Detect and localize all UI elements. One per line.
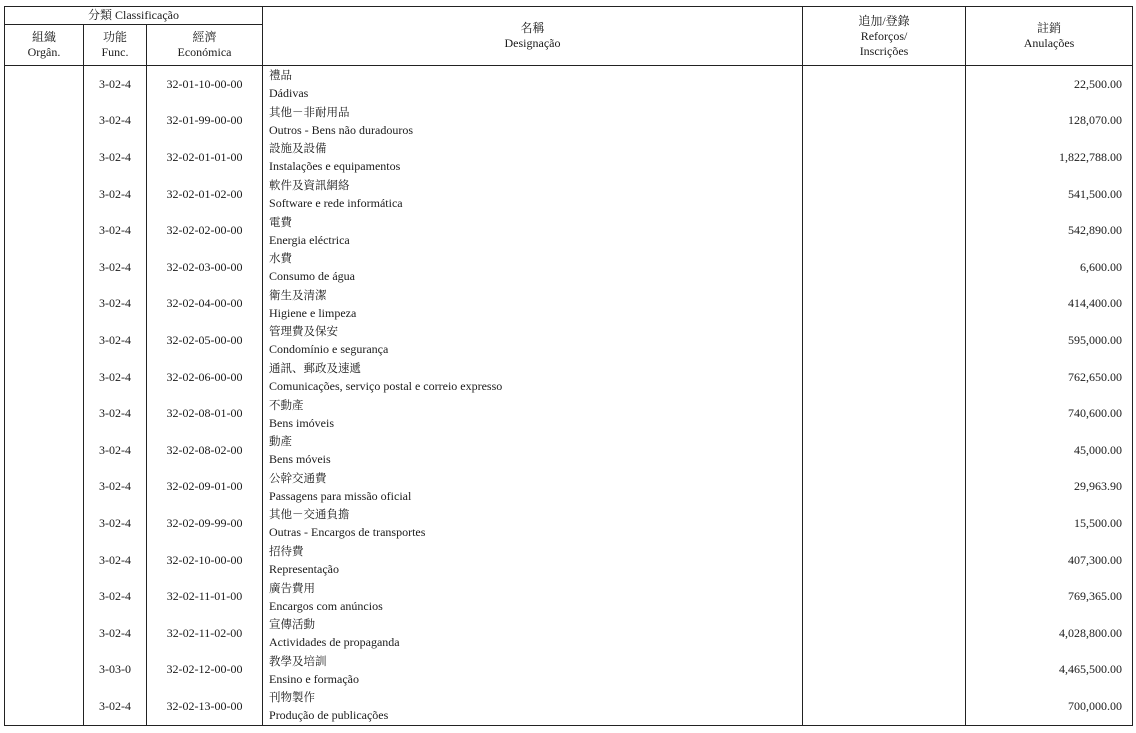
reinforcements-cell	[803, 212, 966, 249]
table-row	[5, 469, 1133, 506]
designation-cell	[263, 505, 803, 542]
designation-zh: 教學及培訓	[269, 653, 327, 668]
organic-cell	[5, 505, 84, 542]
organic-cell	[5, 249, 84, 286]
functional-code-cell: 3-02-4	[84, 66, 147, 103]
table-row	[5, 652, 1133, 689]
functional-header-zh: 功能	[102, 30, 127, 44]
designation-cell	[263, 66, 803, 103]
table-row	[5, 578, 1133, 615]
designation-pt: Actividades de propaganda	[269, 635, 400, 650]
designation-pt: Condomínio e segurança	[269, 342, 389, 357]
organic-cell	[5, 286, 84, 323]
economic-code-cell: 32-02-06-00-00	[147, 359, 263, 396]
designation-pt: Dádivas	[269, 86, 309, 101]
economic-code-cell: 32-02-10-00-00	[147, 542, 263, 579]
designation-zh: 其他－非耐用品	[269, 104, 350, 119]
reinforcements-cell	[803, 432, 966, 469]
designation-zh: 動產	[269, 434, 293, 449]
reinforcements-cell	[803, 542, 966, 579]
designation-pt: Produção de publicações	[269, 708, 389, 723]
designation-cell	[263, 249, 803, 286]
organic-cell	[5, 615, 84, 652]
economic-code-cell: 32-02-09-99-00	[147, 505, 263, 542]
table-row	[5, 359, 1133, 396]
reinforcements-header	[803, 7, 966, 66]
annulments-header-zh: 註銷	[1037, 21, 1062, 35]
table-row	[5, 505, 1133, 542]
functional-code-cell: 3-02-4	[84, 688, 147, 725]
annulment-amount-cell: 6,600.00	[966, 249, 1133, 286]
annulment-amount-cell: 22,500.00	[966, 66, 1133, 103]
designation-cell	[263, 103, 803, 140]
functional-code-cell: 3-02-4	[84, 505, 147, 542]
organic-cell	[5, 432, 84, 469]
organic-cell	[5, 395, 84, 432]
designation-cell	[263, 688, 803, 725]
designation-zh: 不動產	[269, 397, 304, 412]
designation-cell	[263, 578, 803, 615]
designation-pt: Outros - Bens não duradouros	[269, 122, 413, 137]
economic-code-cell: 32-02-13-00-00	[147, 688, 263, 725]
organic-cell	[5, 103, 84, 140]
annulments-header-pt: Anulações	[1023, 36, 1075, 50]
organic-header-pt: Orgân.	[27, 45, 61, 59]
designation-header	[263, 7, 803, 66]
annulment-amount-cell: 29,963.90	[966, 469, 1133, 506]
reinforcements-cell	[803, 688, 966, 725]
annulment-amount-cell: 762,650.00	[966, 359, 1133, 396]
organic-cell	[5, 322, 84, 359]
designation-cell	[263, 432, 803, 469]
economic-code-cell: 32-02-05-00-00	[147, 322, 263, 359]
organic-cell	[5, 139, 84, 176]
designation-cell	[263, 395, 803, 432]
designation-cell	[263, 212, 803, 249]
functional-code-cell: 3-02-4	[84, 578, 147, 615]
functional-code-cell: 3-02-4	[84, 249, 147, 286]
designation-cell	[263, 542, 803, 579]
organic-cell	[5, 176, 84, 213]
annulment-amount-cell: 45,000.00	[966, 432, 1133, 469]
designation-cell	[263, 615, 803, 652]
designation-zh: 禮品	[269, 68, 293, 83]
table-row	[5, 103, 1133, 140]
annulments-header	[966, 7, 1133, 66]
table-row	[5, 322, 1133, 359]
designation-pt: Ensino e formação	[269, 671, 359, 686]
designation-zh: 設施及設備	[269, 141, 327, 156]
designation-zh: 其他－交通負擔	[269, 507, 350, 522]
reinforcements-cell	[803, 322, 966, 359]
economic-code-cell: 32-02-11-02-00	[147, 615, 263, 652]
economic-code-cell: 32-02-02-00-00	[147, 212, 263, 249]
designation-pt: Software e rede informática	[269, 196, 403, 211]
designation-header-pt: Designação	[504, 36, 561, 50]
organic-cell	[5, 212, 84, 249]
designation-zh: 廣告費用	[269, 580, 316, 595]
functional-code-cell: 3-02-4	[84, 176, 147, 213]
reinforcements-cell	[803, 139, 966, 176]
designation-zh: 宣傳活動	[269, 617, 316, 632]
functional-code-cell: 3-02-4	[84, 395, 147, 432]
designation-pt: Encargos com anúncios	[269, 598, 383, 613]
budget-rows	[5, 66, 1133, 726]
designation-header-zh: 名稱	[520, 21, 545, 35]
annulment-amount-cell: 407,300.00	[966, 542, 1133, 579]
table-row	[5, 432, 1133, 469]
table-row	[5, 66, 1133, 103]
economic-header-zh: 經濟	[192, 30, 217, 44]
reinforcements-header-zh: 追加/登錄	[858, 13, 910, 28]
table-row	[5, 395, 1133, 432]
designation-zh: 衛生及清潔	[269, 287, 327, 302]
designation-cell	[263, 469, 803, 506]
functional-code-cell: 3-02-4	[84, 286, 147, 323]
designation-zh: 軟件及資訊網絡	[269, 178, 350, 193]
organic-cell	[5, 688, 84, 725]
designation-pt: Representação	[269, 562, 339, 577]
economic-code-cell: 32-02-09-01-00	[147, 469, 263, 506]
organic-cell	[5, 542, 84, 579]
economic-code-cell: 32-02-01-01-00	[147, 139, 263, 176]
functional-header-pt: Func.	[101, 45, 129, 59]
economic-code-cell: 32-02-08-01-00	[147, 395, 263, 432]
annulment-amount-cell: 700,000.00	[966, 688, 1133, 725]
organic-header-zh: 組織	[31, 30, 56, 44]
table-row	[5, 249, 1133, 286]
designation-pt: Bens móveis	[269, 452, 331, 467]
organic-cell	[5, 469, 84, 506]
reinforcements-cell	[803, 66, 966, 103]
annulment-amount-cell: 542,890.00	[966, 212, 1133, 249]
organic-cell	[5, 66, 84, 103]
table-row	[5, 176, 1133, 213]
economic-code-cell: 32-02-12-00-00	[147, 652, 263, 689]
functional-code-cell: 3-02-4	[84, 103, 147, 140]
annulment-amount-cell: 740,600.00	[966, 395, 1133, 432]
annulment-amount-cell: 4,465,500.00	[966, 652, 1133, 689]
functional-code-cell: 3-02-4	[84, 469, 147, 506]
functional-code-cell: 3-02-4	[84, 359, 147, 396]
functional-code-cell: 3-02-4	[84, 322, 147, 359]
organic-header	[5, 25, 84, 66]
designation-pt: Instalações e equipamentos	[269, 159, 401, 174]
designation-cell	[263, 139, 803, 176]
budget-table	[4, 6, 1133, 726]
functional-header	[84, 25, 147, 66]
designation-pt: Outras - Encargos de transportes	[269, 525, 426, 540]
organic-cell	[5, 652, 84, 689]
reinforcements-cell	[803, 652, 966, 689]
table-row	[5, 139, 1133, 176]
economic-code-cell: 32-02-03-00-00	[147, 249, 263, 286]
designation-cell	[263, 176, 803, 213]
designation-zh: 招待費	[269, 544, 304, 559]
annulment-amount-cell: 595,000.00	[966, 322, 1133, 359]
annulment-amount-cell: 541,500.00	[966, 176, 1133, 213]
designation-cell	[263, 322, 803, 359]
functional-code-cell: 3-02-4	[84, 615, 147, 652]
table-row	[5, 212, 1133, 249]
classification-header: 分類 Classificação	[5, 7, 263, 25]
reinforcements-cell	[803, 615, 966, 652]
designation-zh: 通訊、郵政及速遞	[269, 361, 362, 376]
functional-code-cell: 3-03-0	[84, 652, 147, 689]
annulment-amount-cell: 128,070.00	[966, 103, 1133, 140]
reinforcements-cell	[803, 249, 966, 286]
designation-zh: 電費	[269, 214, 293, 229]
reinforcements-cell	[803, 395, 966, 432]
organic-cell	[5, 359, 84, 396]
designation-zh: 管理費及保安	[269, 324, 339, 339]
functional-code-cell: 3-02-4	[84, 432, 147, 469]
annulment-amount-cell: 1,822,788.00	[966, 139, 1133, 176]
economic-code-cell: 32-01-10-00-00	[147, 66, 263, 103]
designation-pt: Consumo de água	[269, 269, 356, 284]
reinforcements-header-pt2: Inscrições	[859, 43, 909, 58]
organic-cell	[5, 578, 84, 615]
reinforcements-cell	[803, 359, 966, 396]
designation-pt: Bens imóveis	[269, 415, 335, 430]
table-row	[5, 615, 1133, 652]
table-row	[5, 542, 1133, 579]
annulment-amount-cell: 4,028,800.00	[966, 615, 1133, 652]
annulment-amount-cell: 769,365.00	[966, 578, 1133, 615]
designation-pt: Passagens para missão oficial	[269, 488, 412, 503]
table-row	[5, 286, 1133, 323]
reinforcements-cell	[803, 286, 966, 323]
reinforcements-cell	[803, 469, 966, 506]
designation-cell	[263, 359, 803, 396]
functional-code-cell: 3-02-4	[84, 212, 147, 249]
functional-code-cell: 3-02-4	[84, 542, 147, 579]
reinforcements-header-pt1: Reforços/	[860, 28, 908, 43]
designation-cell	[263, 652, 803, 689]
annulment-amount-cell: 15,500.00	[966, 505, 1133, 542]
designation-cell	[263, 286, 803, 323]
designation-zh: 刊物製作	[269, 690, 316, 705]
functional-code-cell: 3-02-4	[84, 139, 147, 176]
designation-pt: Energia eléctrica	[269, 232, 350, 247]
reinforcements-cell	[803, 578, 966, 615]
table-row	[5, 688, 1133, 725]
economic-code-cell: 32-02-01-02-00	[147, 176, 263, 213]
annulment-amount-cell: 414,400.00	[966, 286, 1133, 323]
designation-pt: Comunicações, serviço postal e correio expresso	[269, 379, 503, 394]
economic-header	[147, 25, 263, 66]
economic-code-cell: 32-02-08-02-00	[147, 432, 263, 469]
economic-header-pt: Económica	[177, 45, 232, 59]
economic-code-cell: 32-02-11-01-00	[147, 578, 263, 615]
designation-pt: Higiene e limpeza	[269, 305, 357, 320]
reinforcements-cell	[803, 103, 966, 140]
reinforcements-cell	[803, 176, 966, 213]
designation-zh: 公幹交通費	[269, 470, 327, 485]
economic-code-cell: 32-01-99-00-00	[147, 103, 263, 140]
reinforcements-cell	[803, 505, 966, 542]
economic-code-cell: 32-02-04-00-00	[147, 286, 263, 323]
designation-zh: 水費	[269, 251, 293, 266]
